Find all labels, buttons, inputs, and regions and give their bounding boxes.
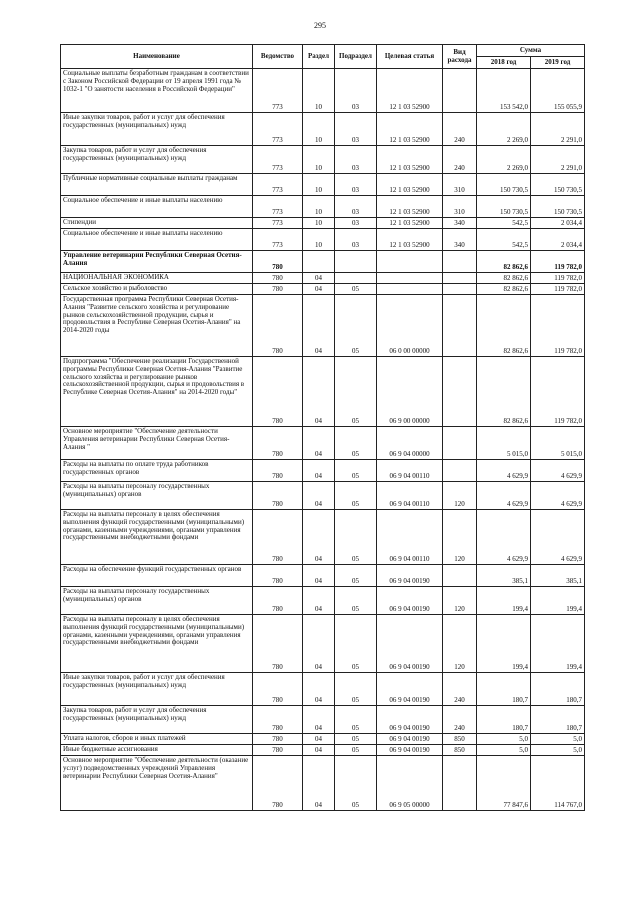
- cell-sum-2018: 150 730,5: [477, 174, 531, 196]
- cell-expense-type: [443, 565, 477, 587]
- cell-sum-2019: 180,7: [531, 673, 585, 706]
- table-row: [61, 113, 585, 146]
- cell-name: Основное мероприятие "Обеспечение деятельности (оказание услуг) подведомственных учреждений Управления ветеринарии Республики Северная Осетия-Алания": [61, 756, 253, 811]
- cell-expense-type: [443, 756, 477, 811]
- header-target: Целевая статья: [377, 45, 443, 69]
- cell-sum-2019: 385,1: [531, 565, 585, 587]
- cell-target: 12 1 03 52900: [377, 196, 443, 218]
- cell-dept: 773: [253, 229, 303, 251]
- budget-table: [60, 44, 585, 811]
- cell-subsection: 05: [335, 706, 377, 734]
- cell-section: 04: [303, 427, 335, 460]
- table-row: [61, 510, 585, 565]
- cell-subsection: 05: [335, 460, 377, 482]
- cell-name: Расходы на выплаты по оплате труда работников государственных органов: [61, 460, 253, 482]
- cell-target: 06 9 04 00190: [377, 587, 443, 615]
- cell-dept: 773: [253, 196, 303, 218]
- table-row: [61, 196, 585, 218]
- table-row: [61, 295, 585, 357]
- cell-dept: 773: [253, 69, 303, 113]
- cell-sum-2018: 82 862,6: [477, 357, 531, 427]
- cell-expense-type: 240: [443, 673, 477, 706]
- cell-section: 04: [303, 756, 335, 811]
- cell-dept: 780: [253, 482, 303, 510]
- cell-dept: 780: [253, 615, 303, 673]
- table-row: [61, 734, 585, 745]
- cell-sum-2019: 119 782,0: [531, 284, 585, 295]
- cell-sum-2018: 82 862,6: [477, 295, 531, 357]
- table-row: [61, 229, 585, 251]
- cell-name: Расходы на выплаты персоналу в целях обеспечения выполнения функций государственными (муниципальными) органами, казенными учреждениями, органами управления государственными внебюджетными фондами: [61, 510, 253, 565]
- cell-dept: 773: [253, 218, 303, 229]
- cell-sum-2018: 199,4: [477, 615, 531, 673]
- cell-sum-2019: 114 767,0: [531, 756, 585, 811]
- cell-expense-type: 240: [443, 113, 477, 146]
- header-subsection: Подраздел: [335, 45, 377, 69]
- cell-sum-2019: 119 782,0: [531, 357, 585, 427]
- cell-name: Закупка товаров, работ и услуг для обеспечения государственных (муниципальных) нужд: [61, 146, 253, 174]
- cell-sum-2019: 4 629,9: [531, 510, 585, 565]
- cell-expense-type: [443, 295, 477, 357]
- cell-sum-2018: 180,7: [477, 673, 531, 706]
- cell-subsection: 03: [335, 218, 377, 229]
- cell-name: Стипендии: [61, 218, 253, 229]
- cell-section: 04: [303, 460, 335, 482]
- cell-sum-2018: 542,5: [477, 229, 531, 251]
- cell-subsection: [335, 273, 377, 284]
- cell-dept: 780: [253, 357, 303, 427]
- cell-sum-2018: 199,4: [477, 587, 531, 615]
- cell-target: 06 9 04 00190: [377, 706, 443, 734]
- cell-dept: 780: [253, 510, 303, 565]
- cell-section: 10: [303, 218, 335, 229]
- table-row: [61, 174, 585, 196]
- cell-section: 04: [303, 587, 335, 615]
- cell-sum-2019: 2 034,4: [531, 229, 585, 251]
- table-row: [61, 460, 585, 482]
- cell-sum-2018: 82 862,6: [477, 251, 531, 273]
- cell-sum-2018: 2 269,0: [477, 113, 531, 146]
- cell-subsection: 03: [335, 113, 377, 146]
- cell-sum-2019: 150 730,5: [531, 174, 585, 196]
- cell-subsection: 05: [335, 734, 377, 745]
- table-row: [61, 673, 585, 706]
- cell-target: 06 9 04 00190: [377, 615, 443, 673]
- cell-subsection: 05: [335, 756, 377, 811]
- cell-target: 06 9 04 00190: [377, 734, 443, 745]
- cell-sum-2019: 5,0: [531, 745, 585, 756]
- cell-dept: 780: [253, 673, 303, 706]
- table-row: [61, 273, 585, 284]
- cell-expense-type: 120: [443, 482, 477, 510]
- table-row: [61, 251, 585, 273]
- cell-expense-type: 340: [443, 229, 477, 251]
- cell-target: 06 9 04 00110: [377, 460, 443, 482]
- cell-section: 04: [303, 734, 335, 745]
- cell-dept: 780: [253, 295, 303, 357]
- cell-sum-2018: 77 847,6: [477, 756, 531, 811]
- cell-expense-type: [443, 460, 477, 482]
- cell-sum-2018: 82 862,6: [477, 284, 531, 295]
- cell-section: 10: [303, 146, 335, 174]
- cell-sum-2019: 2 034,4: [531, 218, 585, 229]
- table-row: [61, 565, 585, 587]
- cell-name: Уплата налогов, сборов и иных платежей: [61, 734, 253, 745]
- cell-dept: 780: [253, 273, 303, 284]
- cell-section: 10: [303, 196, 335, 218]
- cell-name: Иные закупки товаров, работ и услуг для обеспечения государственных (муниципальных) нужд: [61, 673, 253, 706]
- header-dept: Ведомство: [253, 45, 303, 69]
- cell-subsection: 03: [335, 174, 377, 196]
- table-row: [61, 615, 585, 673]
- header-expense-type: Вид расхода: [443, 45, 477, 69]
- cell-subsection: 05: [335, 565, 377, 587]
- cell-section: 04: [303, 273, 335, 284]
- table-row: [61, 706, 585, 734]
- cell-name: Сельское хозяйство и рыболовство: [61, 284, 253, 295]
- cell-section: 04: [303, 745, 335, 756]
- cell-expense-type: [443, 69, 477, 113]
- cell-target: 12 1 03 52900: [377, 146, 443, 174]
- cell-name: НАЦИОНАЛЬНАЯ ЭКОНОМИКА: [61, 273, 253, 284]
- table-row: [61, 482, 585, 510]
- cell-dept: 780: [253, 565, 303, 587]
- cell-subsection: [335, 251, 377, 273]
- cell-section: 04: [303, 482, 335, 510]
- cell-sum-2019: 155 055,9: [531, 69, 585, 113]
- cell-sum-2019: 180,7: [531, 706, 585, 734]
- cell-target: 12 1 03 52900: [377, 174, 443, 196]
- cell-section: [303, 251, 335, 273]
- cell-dept: 773: [253, 113, 303, 146]
- cell-dept: 780: [253, 427, 303, 460]
- cell-section: 10: [303, 229, 335, 251]
- cell-target: 12 1 03 52900: [377, 113, 443, 146]
- cell-dept: 780: [253, 251, 303, 273]
- cell-subsection: 03: [335, 146, 377, 174]
- cell-target: 06 0 00 00000: [377, 295, 443, 357]
- table-row: [61, 357, 585, 427]
- cell-sum-2018: 385,1: [477, 565, 531, 587]
- cell-subsection: 05: [335, 615, 377, 673]
- cell-section: 10: [303, 113, 335, 146]
- cell-expense-type: 240: [443, 146, 477, 174]
- cell-subsection: 05: [335, 587, 377, 615]
- cell-sum-2019: 4 629,9: [531, 460, 585, 482]
- table-body: [61, 69, 585, 811]
- cell-sum-2018: 2 269,0: [477, 146, 531, 174]
- cell-name: Расходы на выплаты персоналу государственных (муниципальных) органов: [61, 587, 253, 615]
- cell-subsection: 03: [335, 196, 377, 218]
- cell-sum-2019: 5,0: [531, 734, 585, 745]
- cell-dept: 773: [253, 146, 303, 174]
- cell-section: 04: [303, 510, 335, 565]
- cell-target: 12 1 03 52900: [377, 69, 443, 113]
- cell-expense-type: 310: [443, 174, 477, 196]
- cell-section: 04: [303, 706, 335, 734]
- cell-name: Иные бюджетные ассигнования: [61, 745, 253, 756]
- cell-expense-type: 120: [443, 510, 477, 565]
- cell-section: 10: [303, 174, 335, 196]
- cell-target: [377, 251, 443, 273]
- cell-sum-2019: 199,4: [531, 615, 585, 673]
- cell-section: 04: [303, 357, 335, 427]
- cell-expense-type: 120: [443, 615, 477, 673]
- cell-sum-2018: 180,7: [477, 706, 531, 734]
- cell-expense-type: 340: [443, 218, 477, 229]
- header-sum: Сумма: [477, 45, 585, 57]
- cell-name: Расходы на обеспечение функций государственных органов: [61, 565, 253, 587]
- cell-subsection: 05: [335, 357, 377, 427]
- header-name: Наименование: [61, 45, 253, 69]
- cell-section: 10: [303, 69, 335, 113]
- page-number: 295: [314, 21, 326, 30]
- cell-dept: 773: [253, 174, 303, 196]
- table-row: [61, 427, 585, 460]
- table-row: [61, 756, 585, 811]
- cell-name: Подпрограмма "Обеспечение реализации Государственной программы Республики Северная Осетия-Алания "Развитие сельского хозяйства и регулирование рынков сельскохозяйственной продукции, сырья и продовольствия в Республике Северная Осетия-Алания" на 2014-2020 годы": [61, 357, 253, 427]
- header-year-2018: 2018 год: [477, 57, 531, 69]
- cell-sum-2019: 119 782,0: [531, 273, 585, 284]
- cell-sum-2019: 4 629,9: [531, 482, 585, 510]
- cell-subsection: 05: [335, 284, 377, 295]
- cell-subsection: 05: [335, 295, 377, 357]
- cell-expense-type: 850: [443, 745, 477, 756]
- cell-target: 06 9 04 00000: [377, 427, 443, 460]
- header-year-2019: 2019 год: [531, 57, 585, 69]
- cell-section: 04: [303, 565, 335, 587]
- cell-target: 06 9 04 00190: [377, 565, 443, 587]
- cell-subsection: 03: [335, 229, 377, 251]
- cell-expense-type: [443, 273, 477, 284]
- cell-dept: 780: [253, 587, 303, 615]
- cell-name: Иные закупки товаров, работ и услуг для обеспечения государственных (муниципальных) нужд: [61, 113, 253, 146]
- cell-dept: 780: [253, 284, 303, 295]
- cell-sum-2018: 150 730,5: [477, 196, 531, 218]
- cell-name: Закупка товаров, работ и услуг для обеспечения государственных (муниципальных) нужд: [61, 706, 253, 734]
- cell-target: 06 9 04 00110: [377, 482, 443, 510]
- cell-section: 04: [303, 295, 335, 357]
- header-section: Раздел: [303, 45, 335, 69]
- cell-sum-2018: 5 015,0: [477, 427, 531, 460]
- cell-sum-2019: 5 015,0: [531, 427, 585, 460]
- cell-target: [377, 284, 443, 295]
- cell-sum-2019: 2 291,0: [531, 146, 585, 174]
- cell-expense-type: 850: [443, 734, 477, 745]
- cell-name: Социальные выплаты безработным гражданам в соответствии с Законом Российской Федерации от 19 апреля 1991 года № 1032-1 "О занятости населения в Российской Федерации": [61, 69, 253, 113]
- cell-expense-type: 240: [443, 706, 477, 734]
- cell-subsection: 05: [335, 673, 377, 706]
- cell-expense-type: 310: [443, 196, 477, 218]
- cell-sum-2019: 119 782,0: [531, 295, 585, 357]
- cell-dept: 780: [253, 756, 303, 811]
- cell-name: Расходы на выплаты персоналу в целях обеспечения выполнения функций государственными (муниципальными) органами, казенными учреждениями, органами управления государственными внебюджетными фондами: [61, 615, 253, 673]
- cell-section: 04: [303, 673, 335, 706]
- table-row: [61, 745, 585, 756]
- table-row: [61, 284, 585, 295]
- cell-name: Основное мероприятие "Обеспечение деятельности Управления ветеринарии Республики Северная Осетия-Алания ": [61, 427, 253, 460]
- cell-target: 06 9 00 00000: [377, 357, 443, 427]
- budget-table-container: [60, 44, 584, 811]
- cell-sum-2018: 542,5: [477, 218, 531, 229]
- cell-subsection: 05: [335, 482, 377, 510]
- cell-target: 06 9 04 00110: [377, 510, 443, 565]
- cell-sum-2018: 4 629,9: [477, 510, 531, 565]
- cell-target: 12 1 03 52900: [377, 229, 443, 251]
- cell-subsection: 03: [335, 69, 377, 113]
- cell-target: 12 1 03 52900: [377, 218, 443, 229]
- cell-dept: 780: [253, 745, 303, 756]
- cell-section: 04: [303, 284, 335, 295]
- cell-subsection: 05: [335, 427, 377, 460]
- cell-target: 06 9 04 00190: [377, 673, 443, 706]
- cell-expense-type: [443, 284, 477, 295]
- cell-name: Публичные нормативные социальные выплаты гражданам: [61, 174, 253, 196]
- cell-expense-type: [443, 357, 477, 427]
- cell-target: 06 9 05 00000: [377, 756, 443, 811]
- cell-sum-2019: 2 291,0: [531, 113, 585, 146]
- cell-dept: 780: [253, 706, 303, 734]
- cell-expense-type: [443, 427, 477, 460]
- cell-dept: 780: [253, 734, 303, 745]
- table-row: [61, 218, 585, 229]
- cell-sum-2019: 150 730,5: [531, 196, 585, 218]
- cell-sum-2019: 119 782,0: [531, 251, 585, 273]
- cell-sum-2018: 5,0: [477, 734, 531, 745]
- cell-sum-2018: 82 862,6: [477, 273, 531, 284]
- table-row: [61, 69, 585, 113]
- cell-name: Расходы на выплаты персоналу государственных (муниципальных) органов: [61, 482, 253, 510]
- cell-expense-type: 120: [443, 587, 477, 615]
- cell-dept: 780: [253, 460, 303, 482]
- table-row: [61, 146, 585, 174]
- table-row: [61, 587, 585, 615]
- cell-name: Государственная программа Республики Северная Осетия-Алания "Развитие сельского хозяйства и регулирование рынков сельскохозяйственной продукции, сырья и продовольствия в Республике Северная Осетия-Алания" на 2014-2020 годы: [61, 295, 253, 357]
- cell-name: Социальное обеспечение и иные выплаты населению: [61, 196, 253, 218]
- cell-sum-2018: 5,0: [477, 745, 531, 756]
- cell-name: Социальное обеспечение и иные выплаты населению: [61, 229, 253, 251]
- cell-name: Управление ветеринарии Республики Северная Осетия-Алания: [61, 251, 253, 273]
- cell-sum-2018: 153 542,0: [477, 69, 531, 113]
- cell-expense-type: [443, 251, 477, 273]
- cell-target: [377, 273, 443, 284]
- cell-subsection: 05: [335, 510, 377, 565]
- cell-sum-2018: 4 629,9: [477, 460, 531, 482]
- cell-target: 06 9 04 00190: [377, 745, 443, 756]
- cell-subsection: 05: [335, 745, 377, 756]
- cell-section: 04: [303, 615, 335, 673]
- cell-sum-2019: 199,4: [531, 587, 585, 615]
- cell-sum-2018: 4 629,9: [477, 482, 531, 510]
